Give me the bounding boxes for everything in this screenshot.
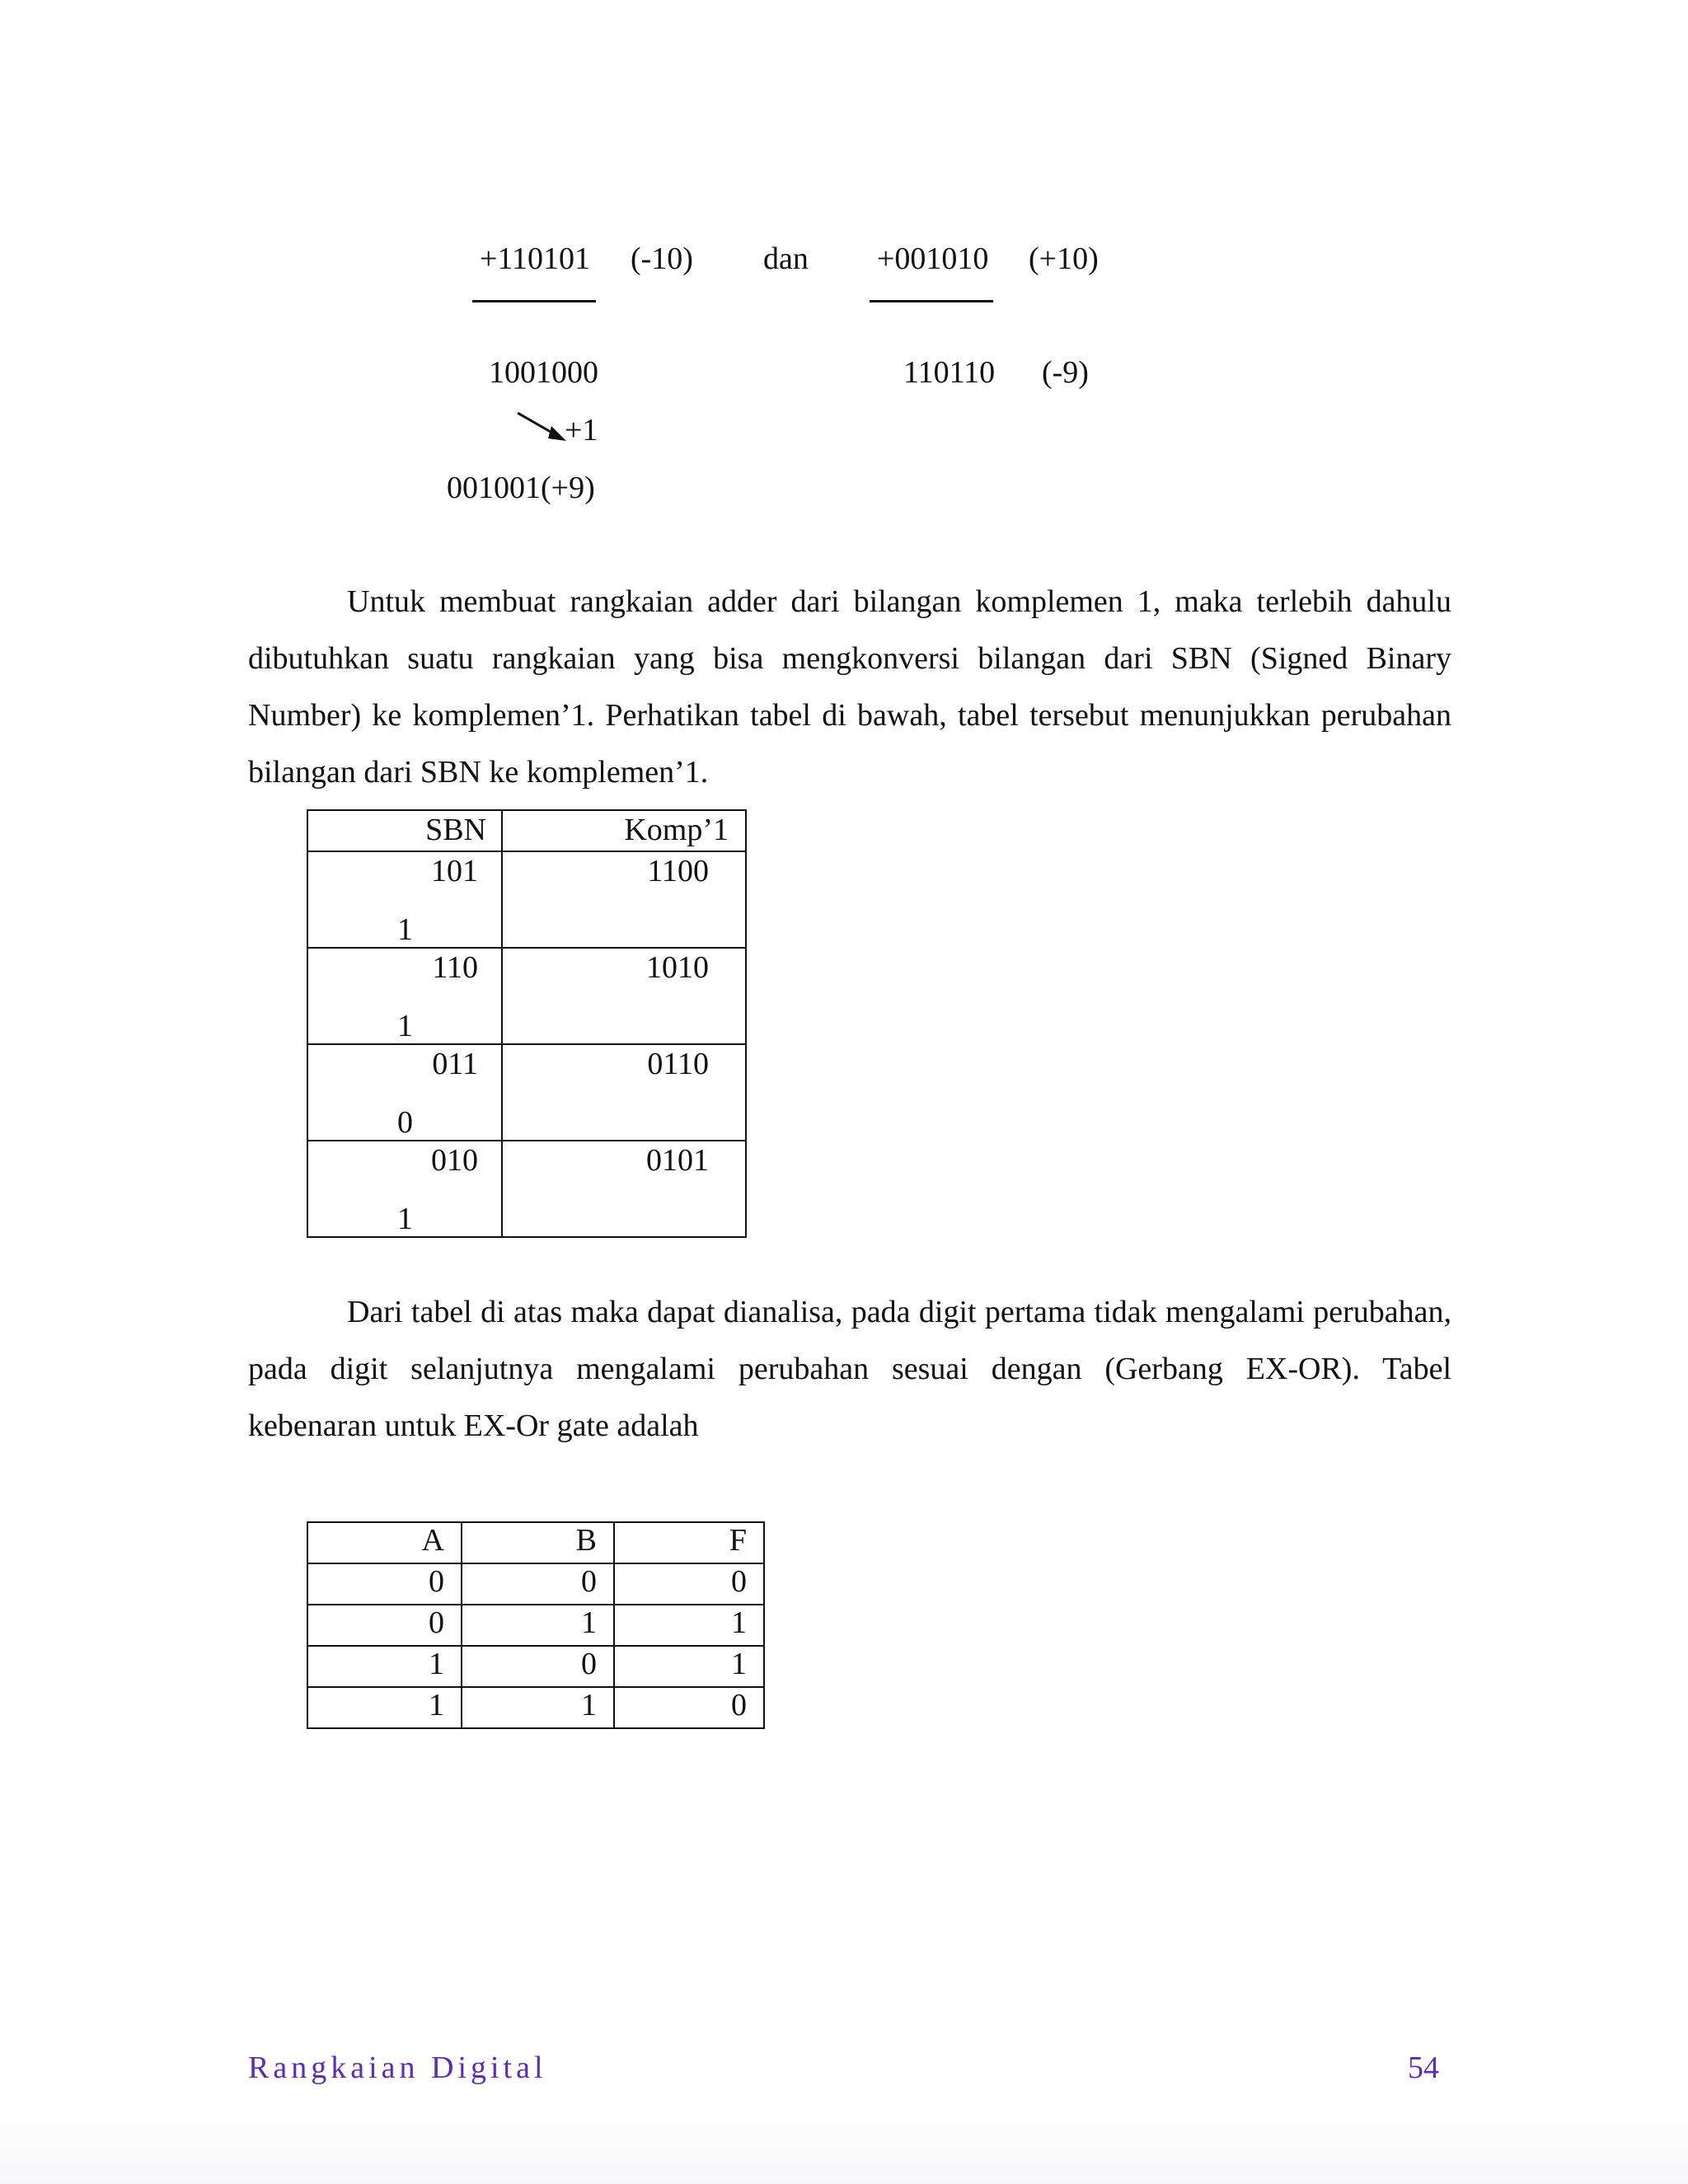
komp-cell: 0110 xyxy=(502,1044,746,1141)
komp-cell: 0101 xyxy=(502,1141,746,1237)
table-cell: 1 xyxy=(307,1646,462,1687)
left-note: (-10) xyxy=(631,241,693,276)
table-cell: 0 xyxy=(307,1563,462,1605)
table-row xyxy=(307,948,746,1044)
sbn-wrap: 0 xyxy=(397,1105,413,1140)
sbn-main: 010 xyxy=(431,1143,478,1178)
left-operand: +110101 xyxy=(480,241,591,276)
komp-cell: 1010 xyxy=(502,948,746,1044)
carry-value: +1 xyxy=(565,413,598,448)
table-row xyxy=(307,1687,764,1728)
paragraph-intro xyxy=(248,574,1451,801)
sbn-cell xyxy=(307,1141,502,1237)
table-row xyxy=(307,1563,764,1605)
left-sum: 1001000 xyxy=(489,355,598,390)
table-row xyxy=(307,1646,764,1687)
table-row xyxy=(307,851,746,948)
table-row xyxy=(307,1044,746,1141)
sbn-wrap: 1 xyxy=(397,1202,413,1236)
sbn-cell xyxy=(307,948,502,1044)
sbn-main: 110 xyxy=(432,950,478,985)
table-header-cell: B xyxy=(462,1522,614,1563)
table-cell: 1 xyxy=(614,1605,764,1646)
table-cell: 0 xyxy=(307,1605,462,1646)
table-cell: 0 xyxy=(614,1687,764,1728)
table-header-cell: A xyxy=(307,1522,462,1563)
right-operand: +001010 xyxy=(877,241,989,276)
table-header-row xyxy=(307,810,746,851)
table-cell: 1 xyxy=(307,1687,462,1728)
page-number: 54 xyxy=(1408,2050,1439,2085)
sbn-komplemen-table xyxy=(307,809,747,1238)
table-row xyxy=(307,1141,746,1237)
table-header-cell: SBN xyxy=(307,810,502,851)
table-cell: 0 xyxy=(462,1563,614,1605)
table-header-cell: Komp’1 xyxy=(502,810,746,851)
connector-word: dan xyxy=(763,241,809,276)
sbn-wrap: 1 xyxy=(397,1009,413,1043)
sbn-cell xyxy=(307,1044,502,1141)
left-result: 001001(+9) xyxy=(447,471,595,505)
sbn-wrap: 1 xyxy=(397,912,413,947)
sbn-main: 011 xyxy=(432,1047,478,1081)
right-note: (+10) xyxy=(1029,241,1099,276)
table-header-row xyxy=(307,1522,764,1563)
table-cell: 0 xyxy=(614,1563,764,1605)
komp-cell: 1100 xyxy=(502,851,746,948)
footer-title: Rangkaian Digital xyxy=(248,2050,547,2085)
paragraph-intro-text: Untuk membuat rangkaian adder dari bilangan komplemen 1, maka terlebih dahulu dibutuhkan suatu rangkaian yang bisa mengkonversi bilangan dari SBN (Signed Binary Number) ke komplemen’1. Perhatikan tabel di bawah, tabel tersebut menunjukkan perubahan bilangan dari SBN ke komplemen’1. xyxy=(248,584,1451,790)
right-sum: 110110 xyxy=(903,355,996,390)
right-sum-note: (-9) xyxy=(1042,355,1089,390)
paragraph-analysis-text: Dari tabel di atas maka dapat dianalisa, pada digit pertama tidak mengalami perubahan, pada digit selanjutnya mengalami perubahan sesuai dengan (Gerbang EX-OR). Tabel kebenaran untuk EX-Or gate adalah xyxy=(248,1295,1451,1443)
sbn-main: 101 xyxy=(431,854,478,888)
table-cell: 0 xyxy=(462,1646,614,1687)
left-sum-line xyxy=(472,300,596,302)
table-cell: 1 xyxy=(462,1605,614,1646)
right-sum-line xyxy=(870,300,993,302)
table-cell: 1 xyxy=(614,1646,764,1687)
table-cell: 1 xyxy=(462,1687,614,1728)
paragraph-analysis xyxy=(248,1284,1451,1455)
footer-band xyxy=(0,2106,1688,2184)
sbn-cell xyxy=(307,851,502,948)
table-row xyxy=(307,1605,764,1646)
xor-truth-table xyxy=(307,1521,765,1729)
table-header-cell: F xyxy=(614,1522,764,1563)
